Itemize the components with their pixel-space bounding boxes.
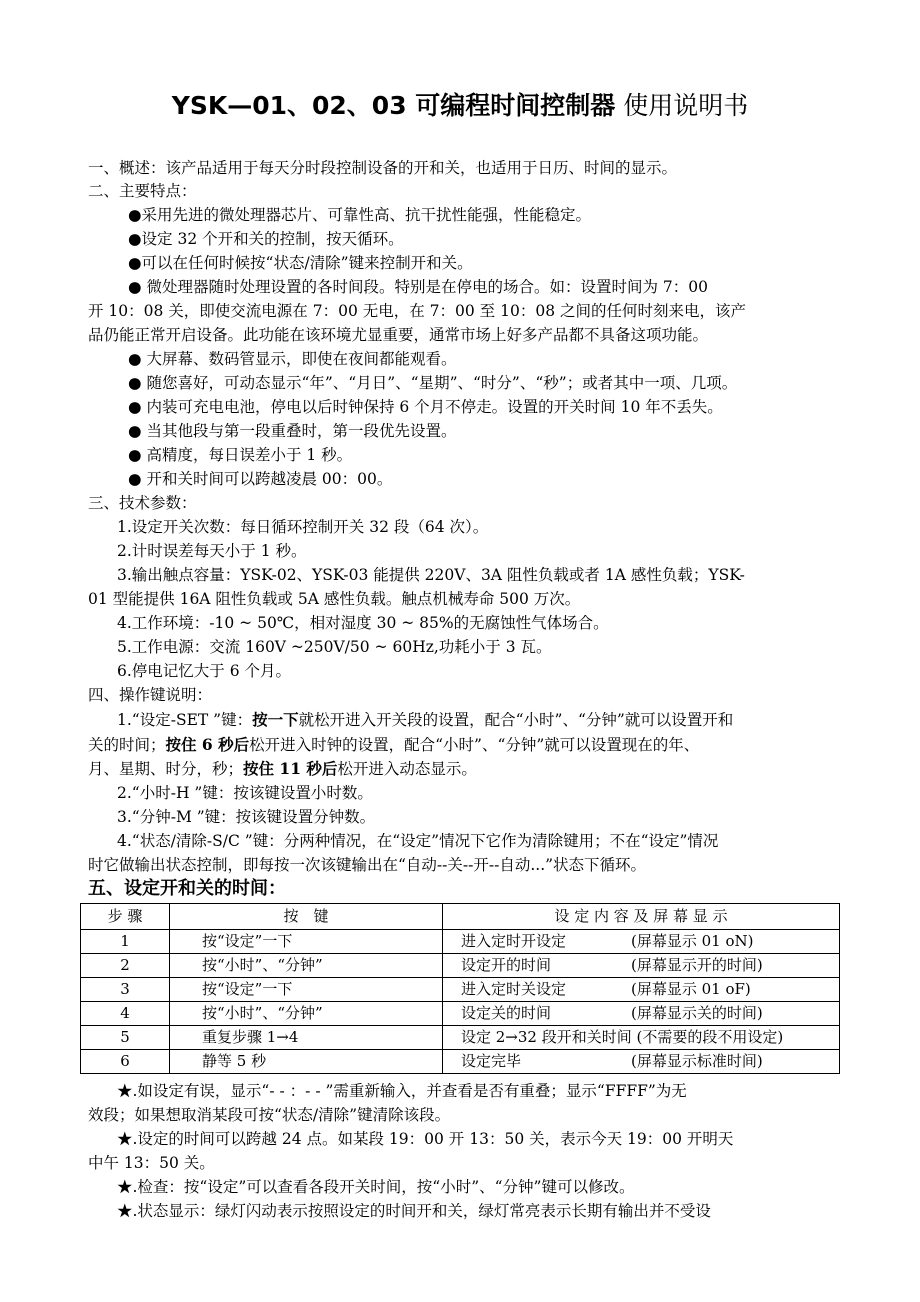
title-suffix: 使用说明书 [615,91,749,120]
cell-key: 静等 5 秒 [170,1050,443,1074]
cell-key: 按“设定”一下 [170,978,443,1002]
cell-step: 2 [81,954,170,978]
cell-step: 3 [81,978,170,1002]
key-item-cont [88,758,477,780]
feature-item: ● 当其他段与第一段重叠时，第一段优先设置。 [128,422,457,440]
spec-item-cont: 01 型能提供 16A 阻性负载或 5A 感性负载。触点机械寿命 500 万次。 [88,590,581,608]
key-item-cont [88,734,699,756]
cell-content [443,930,840,954]
steps-table [80,903,840,1074]
table-row [81,930,840,954]
screen-text: (屏幕显示 01 oF) [631,980,751,998]
table-row [81,1002,840,1026]
key-set-label: 1.“设定-SET ”键： [117,711,253,729]
screen-text: (屏幕显示标准时间) [631,1052,763,1070]
emphasis-hold-11s: 按住 11 秒后 [243,759,338,778]
key-item-minute: 3.“分钟-M ”键：按该键设置分钟数。 [117,808,376,826]
table-row [81,978,840,1002]
content-text: 设定完毕 [461,1052,522,1070]
note-item-cont: 中午 13：50 关。 [88,1154,215,1172]
cell-content [443,1026,840,1050]
header-step: 步 骤 [81,904,170,930]
content-text: 进入定时关设定 [461,980,567,998]
spec-item: 3.输出触点容量：YSK-02、YSK-03 能提供 220V、3A 阻性负载或者 1A 感性负载；YSK- [117,566,745,584]
feature-item-cont: 品仍能正常开启设备。此功能在该环境尤显重要，通常市场上好多产品都不具备这项功能。 [88,326,709,344]
spec-item: 4.工作环境：-10 ~ 50℃，相对湿度 30 ~ 85%的无腐蚀性气体场合。 [117,614,609,632]
screen-text: (屏幕显示开的时间) [631,956,763,974]
spec-item: 5.工作电源：交流 160V ~250V/50 ~ 60Hz,功耗小于 3 瓦。 [117,638,552,656]
key-item-hour: 2.“小时-H ”键：按该键设置小时数。 [117,784,373,802]
header-key: 按 键 [170,904,443,930]
cell-step: 4 [81,1002,170,1026]
spec-item: 2.计时误差每天小于 1 秒。 [117,542,307,560]
cell-content [443,1002,840,1026]
note-item-cont: 效段；如果想取消某段可按“状态/清除”键清除该段。 [88,1106,451,1124]
cell-content [443,1050,840,1074]
table-row [81,1026,840,1050]
section-3-heading: 三、技术参数： [88,494,197,512]
feature-item-cont: 开 10：08 关，即使交流电源在 7：00 无电，在 7：00 至 10：08 之间的任何时刻来电，该产 [88,302,746,320]
content-text: 设定 2→32 段开和关时间 (不需要的段不用设定) [461,1028,784,1046]
cell-step: 6 [81,1050,170,1074]
content-text: 设定开的时间 [461,956,552,974]
header-content: 设 定 内 容 及 屏 幕 显 示 [443,904,840,930]
table-header-row [81,904,840,930]
cell-key: 按“设定”一下 [170,930,443,954]
section-2-heading: 二、主要特点： [88,182,197,200]
title-model: YSK—01、02、03 可编程时间控制器 [171,91,616,120]
feature-item: ●设定 32 个开和关的控制，按天循环。 [128,230,404,248]
feature-item: ●采用先进的微处理器芯片、可靠性高、抗干扰性能强，性能稳定。 [128,206,592,224]
key-set-desc-4: 月、星期、时分，秒； [88,760,244,778]
key-set-desc-2: 关的时间； [88,736,166,754]
section-1-overview: 一、概述：该产品适用于每天分时段控制设备的开和关，也适用于日历、时间的显示。 [88,159,678,177]
content-text: 进入定时开设定 [461,932,567,950]
emphasis-press-once: 按一下 [252,710,299,729]
cell-key: 按“小时”、“分钟” [170,954,443,978]
feature-item: ● 随您喜好，可动态显示“年”、“月日”、“星期”、“时分”、“秒”；或者其中一项、几项。 [128,374,738,392]
key-item-cont: 时它做输出状态控制，即每按一次该键输出在“自动--关--开--自动...”状态下循环。 [88,856,647,874]
cell-content [443,954,840,978]
content-text: 设定关的时间 [461,1004,552,1022]
key-item-set [117,709,733,731]
feature-item: ● 微处理器随时处理设置的各时间段。特别是在停电的场合。如：设置时间为 7：00 [128,278,708,296]
screen-text: (屏幕显示关的时间) [631,1004,763,1022]
screen-text: (屏幕显示 01 oN) [631,932,754,950]
emphasis-hold-6s: 按住 6 秒后 [165,735,250,754]
page-title [0,88,920,124]
note-item: ★.如设定有误，显示“- - ：- - ”需重新输入，并查看是否有重叠；显示“FFFF”为无 [117,1082,687,1100]
cell-step: 1 [81,930,170,954]
feature-item: ●可以在任何时候按“状态/清除”键来控制开和关。 [128,254,473,272]
note-item: ★.设定的时间可以跨越 24 点。如某段 19：00 开 13：50 关，表示今天 19：00 开明天 [117,1130,734,1148]
section-5-heading: 五、设定开和关的时间： [88,878,286,899]
table-row [81,1050,840,1074]
key-set-desc-3: 松开进入时钟的设置，配合“小时”、“分钟”就可以设置现在的年、 [249,736,700,754]
note-item: ★.检查：按“设定”可以查看各段开关时间，按“小时”、“分钟”键可以修改。 [117,1178,635,1196]
spec-item: 1.设定开关次数：每日循环控制开关 32 段（64 次）。 [117,518,489,536]
table-row [81,954,840,978]
key-set-desc: 就松开进入开关段的设置，配合“小时”、“分钟”就可以设置开和 [298,711,734,729]
cell-content [443,978,840,1002]
spec-item: 6.停电记忆大于 6 个月。 [117,662,292,680]
note-item: ★.状态显示：绿灯闪动表示按照设定的时间开和关，绿灯常亮表示长期有输出并不受设 [117,1202,711,1220]
cell-key: 重复步骤 1→4 [170,1026,443,1050]
feature-item: ● 开和关时间可以跨越凌晨 00：00。 [128,470,393,488]
feature-item: ● 内装可充电电池，停电以后时钟保持 6 个月不停走。设置的开关时间 10 年不丢失。 [128,398,723,416]
key-item-status: 4.“状态/清除-S/C ”键：分两种情况，在“设定”情况下它作为清除键用；不在“设定”情况 [117,832,719,850]
section-4-heading: 四、操作键说明： [88,686,213,704]
cell-step: 5 [81,1026,170,1050]
feature-item: ● 大屏幕、数码管显示，即使在夜间都能观看。 [128,350,457,368]
feature-item: ● 高精度，每日误差小于 1 秒。 [128,446,353,464]
key-set-desc-5: 松开进入动态显示。 [337,760,477,778]
cell-key: 按“小时”、“分钟” [170,1002,443,1026]
